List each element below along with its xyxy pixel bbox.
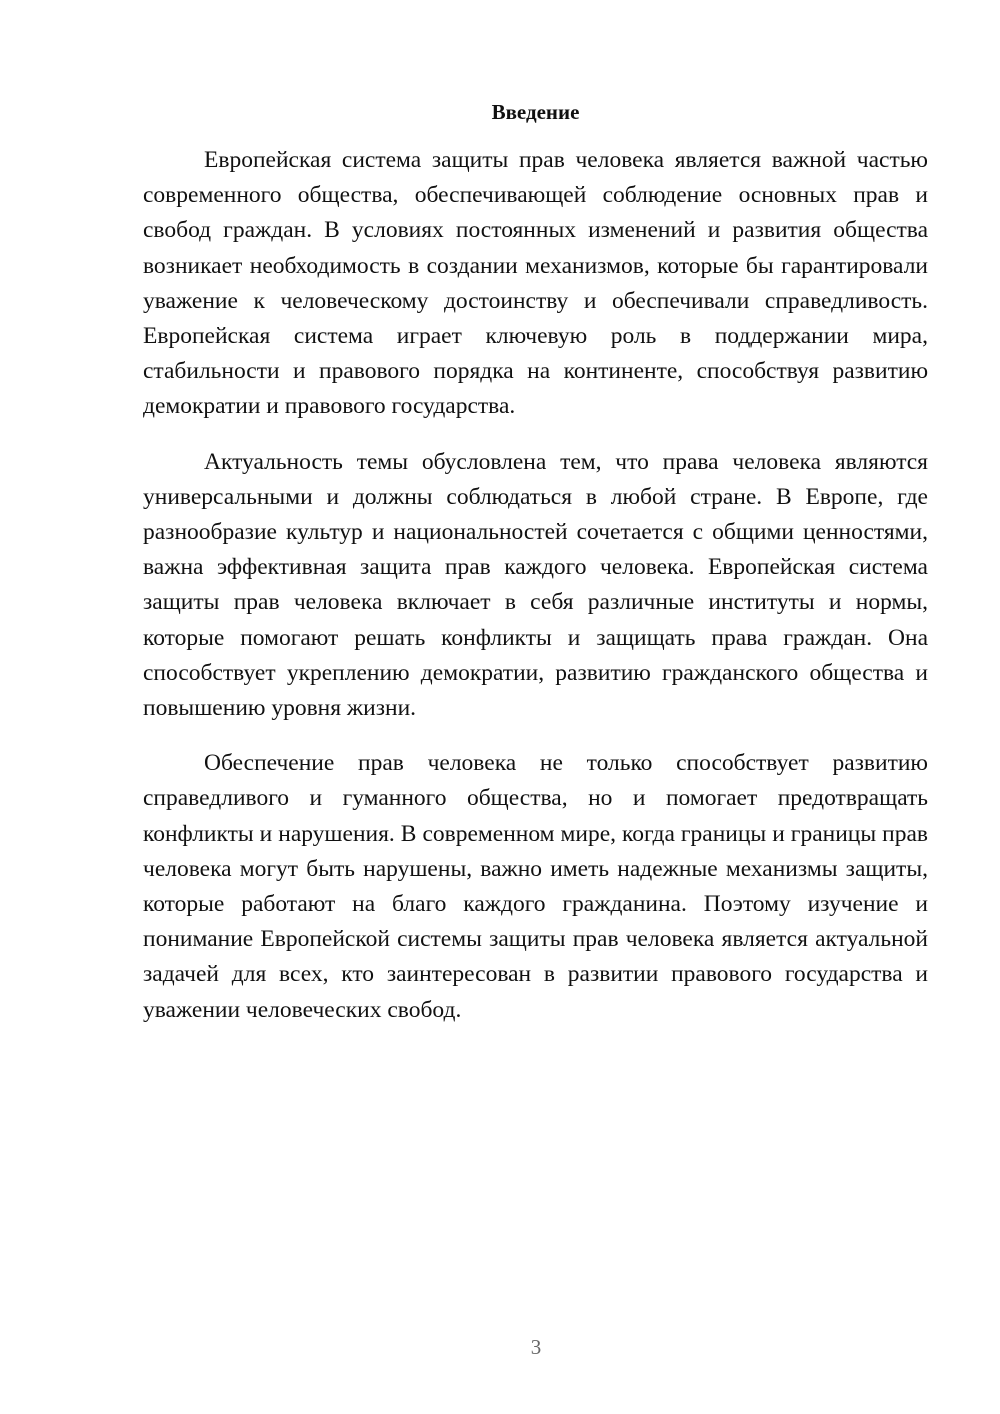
paragraph-3: Обеспечение прав человека не только способствует развитию справедливого и гуманного общества, но и помогает предотвращать конфликты и нарушения. В современном мире, когда границы и границы прав человека могут быть нарушены, важно иметь надежные механизмы защиты, которые работают на благо каждого гражданина. Поэтому изучение и понимание Европейской системы защиты прав человека является актуальной задачей для всех, кто заинтересован в развитии правового государства и уважении человеческих свобод. (143, 750, 928, 1023)
page-title: Введение (491, 100, 580, 124)
document-body (143, 143, 928, 1048)
paragraph-2: Актуальность темы обусловлена тем, что права человека являются универсальными и должны соблюдаться в любой стране. В Европе, где разнообразие культур и национальностей сочетается с общими ценностями, важна эффективная защита прав каждого человека. Европейская система защиты прав человека включает в себя различные институты и нормы, которые помогают решать конфликты и защищать права граждан. Она способствует укреплению демократии, развитию гражданского общества и повышению уровня жизни. (143, 448, 928, 722)
page-number: 3 (530, 1335, 542, 1359)
paragraph-1: Европейская система защиты прав человека является важной частью современного общества, обеспечивающей соблюдение основных прав и свобод граждан. В условиях постоянных изменений и развития общества возникает необходимость в создании механизмов, которые бы гарантировали уважение к человеческому достоинству и обеспечивали справедливость. Европейская система играет ключевую роль в поддержании мира, стабильности и правового порядка на континенте, способствуя развитию демократии и правового государства. (143, 147, 928, 420)
